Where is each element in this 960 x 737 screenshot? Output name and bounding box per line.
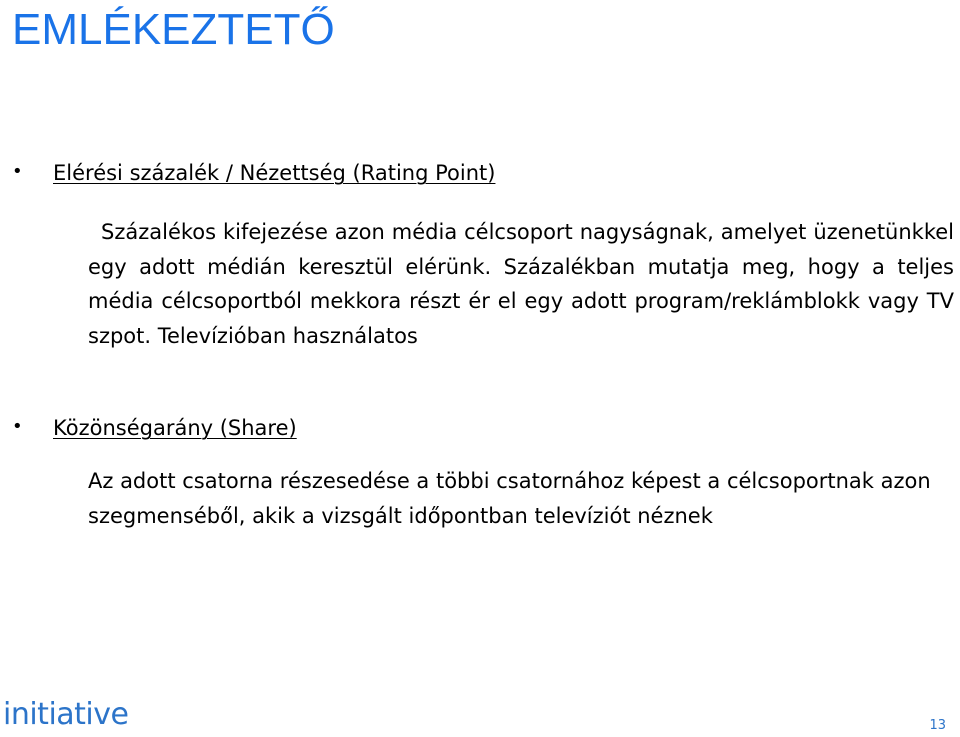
page-number: 13 — [929, 718, 946, 733]
bullet-description: Az adott csatorna részesedése a többi csatornához képest a célcsoportnak azon szegmenséből, akik a vizsgált időpontban televíziót néznek — [88, 469, 931, 528]
bullet-heading: Elérési százalék / Nézettség (Rating Point) — [53, 161, 496, 185]
slide-title: EMLÉKEZTETŐ — [12, 5, 335, 54]
initiative-logo: initiative — [3, 697, 129, 732]
bullet-marker: • — [12, 416, 23, 437]
bullet-heading: Közönségarány (Share) — [53, 416, 297, 440]
bullet-description: Százalékos kifejezése azon média célcsoport nagyságnak, amelyet üzenetünkkel egy adott médián keresztül elérünk. Százalékban mutatja meg, hogy a teljes média célcsoportból mekkora részt ér el egy adott program/reklámblokk vagy TV szpot. Televízióban használatos — [88, 220, 954, 348]
bullet-marker: • — [12, 161, 23, 182]
